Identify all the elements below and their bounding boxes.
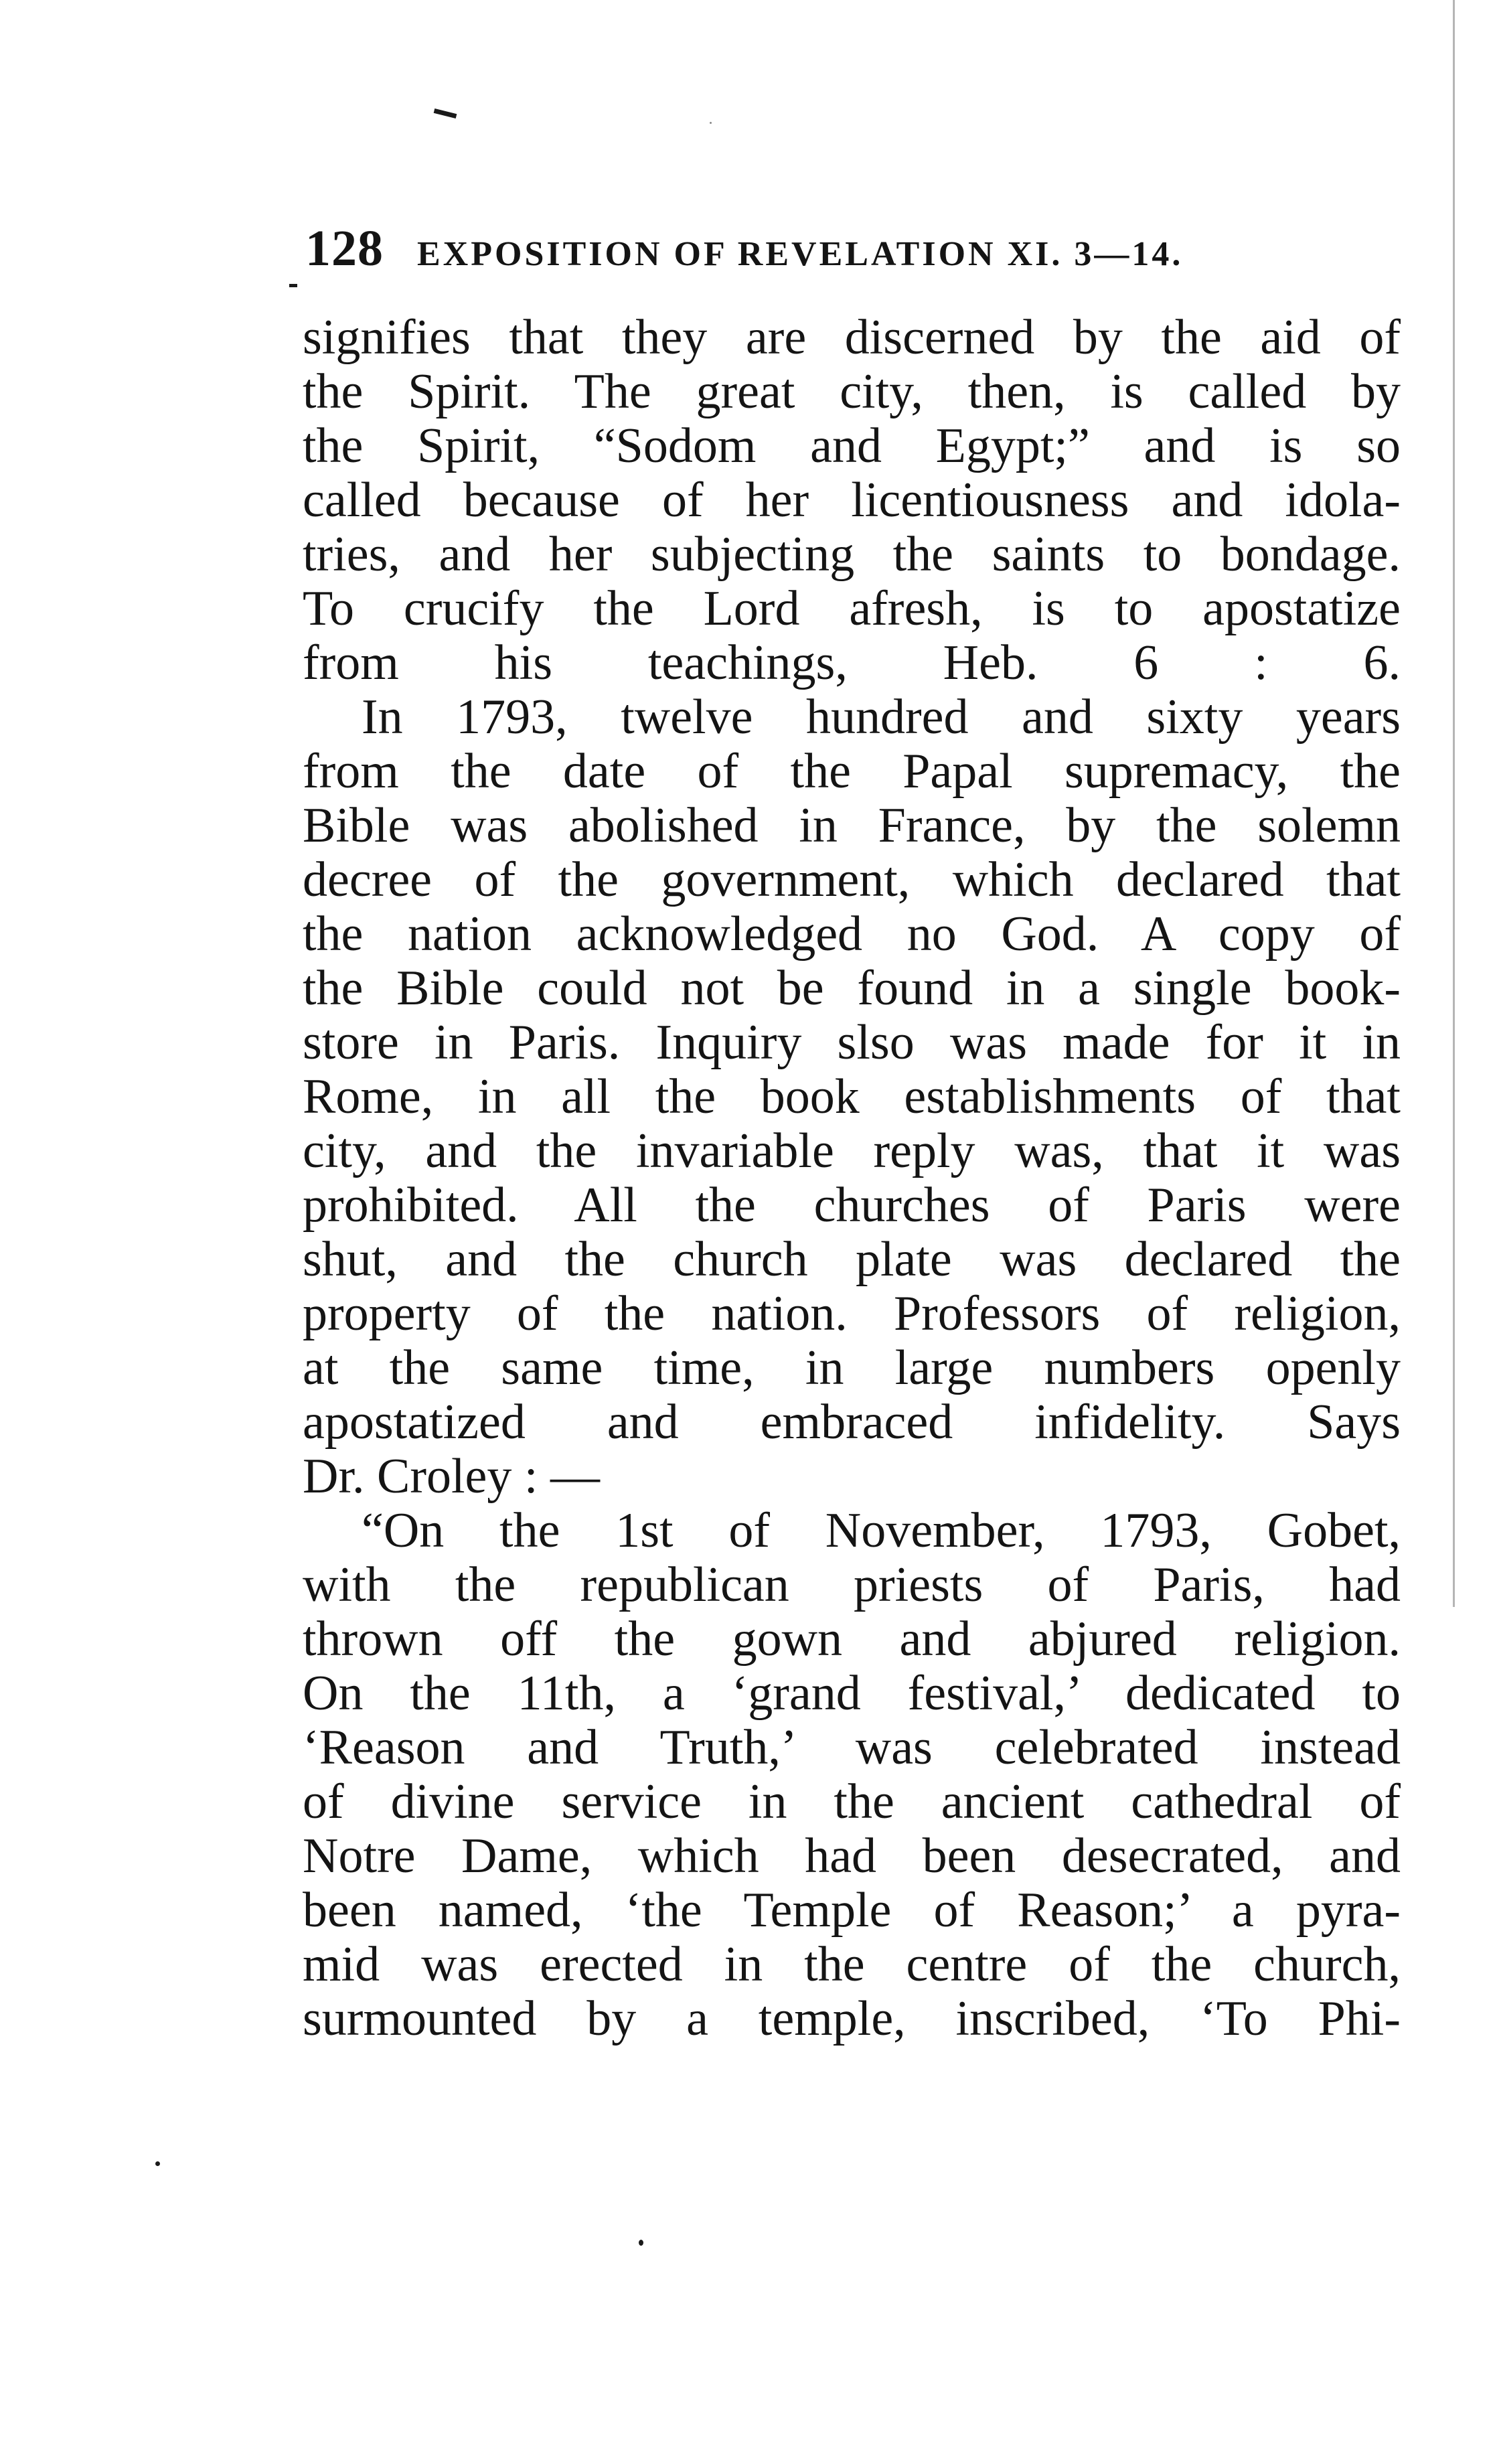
text-line: To crucify the Lord afresh, is to apostatize	[303, 581, 1401, 636]
header-mark	[289, 284, 297, 287]
text-line: store in Paris. Inquiry slso was made for it in	[303, 1015, 1401, 1070]
page-speck	[155, 2161, 160, 2166]
page-header	[305, 220, 1296, 277]
text-line: mid was erected in the centre of the church,	[303, 1937, 1401, 1992]
text-line: prohibited. All the churches of Paris were	[303, 1178, 1401, 1233]
text-line: of divine service in the ancient cathedral of	[303, 1774, 1401, 1829]
text-line: at the same time, in large numbers openly	[303, 1340, 1401, 1395]
text-line: Dr. Croley : —	[303, 1449, 600, 1504]
text-line: property of the nation. Professors of religion,	[303, 1286, 1401, 1341]
text-line: the Spirit. The great city, then, is called by	[303, 364, 1401, 419]
text-line: surmounted by a temple, inscribed, ‘To Phi-	[303, 1991, 1401, 2046]
text-line: thrown off the gown and abjured religion.	[303, 1612, 1401, 1667]
page-number: 128	[305, 220, 384, 277]
text-line: with the republican priests of Paris, had	[303, 1557, 1401, 1612]
text-line: shut, and the church plate was declared the	[303, 1232, 1401, 1287]
text-line: decree of the government, which declared that	[303, 852, 1401, 907]
text-line: called because of her licentiousness and idola-	[303, 473, 1401, 528]
text-line: from his teachings, Heb. 6 : 6.	[303, 635, 1401, 690]
text-line: city, and the invariable reply was, that it was	[303, 1124, 1401, 1178]
text-line: the Bible could not be found in a single book-	[303, 961, 1401, 1016]
text-line: Bible was abolished in France, by the solemn	[303, 798, 1401, 853]
page-mark-dot	[710, 122, 712, 124]
page-edge-rule	[1453, 0, 1455, 1607]
text-line: Notre Dame, which had been desecrated, and	[303, 1829, 1401, 1883]
page-speck	[639, 2240, 643, 2246]
text-line: the nation acknowledged no God. A copy of	[303, 907, 1401, 961]
text-line: ‘Reason and Truth,’ was celebrated instead	[303, 1720, 1401, 1775]
text-line: the Spirit, “Sodom and Egypt;” and is so	[303, 418, 1401, 473]
text-line: “On the 1st of November, 1793, Gobet,	[362, 1503, 1401, 1558]
text-line: In 1793, twelve hundred and sixty years	[362, 690, 1401, 745]
text-line: from the date of the Papal supremacy, the	[303, 744, 1401, 799]
text-line: signifies that they are discerned by the aid of	[303, 310, 1401, 365]
text-line: On the 11th, a ‘grand festival,’ dedicated to	[303, 1666, 1401, 1721]
page-mark-dash	[434, 108, 457, 119]
running-head: EXPOSITION OF REVELATION XI. 3—14.	[417, 235, 1184, 273]
text-line: apostatized and embraced infidelity. Says	[303, 1395, 1401, 1450]
text-line: been named, ‘the Temple of Reason;’ a pyra-	[303, 1883, 1401, 1938]
body-text	[303, 311, 1401, 2046]
text-line: tries, and her subjecting the saints to bondage.	[303, 527, 1401, 582]
text-line: Rome, in all the book establishments of that	[303, 1069, 1401, 1124]
